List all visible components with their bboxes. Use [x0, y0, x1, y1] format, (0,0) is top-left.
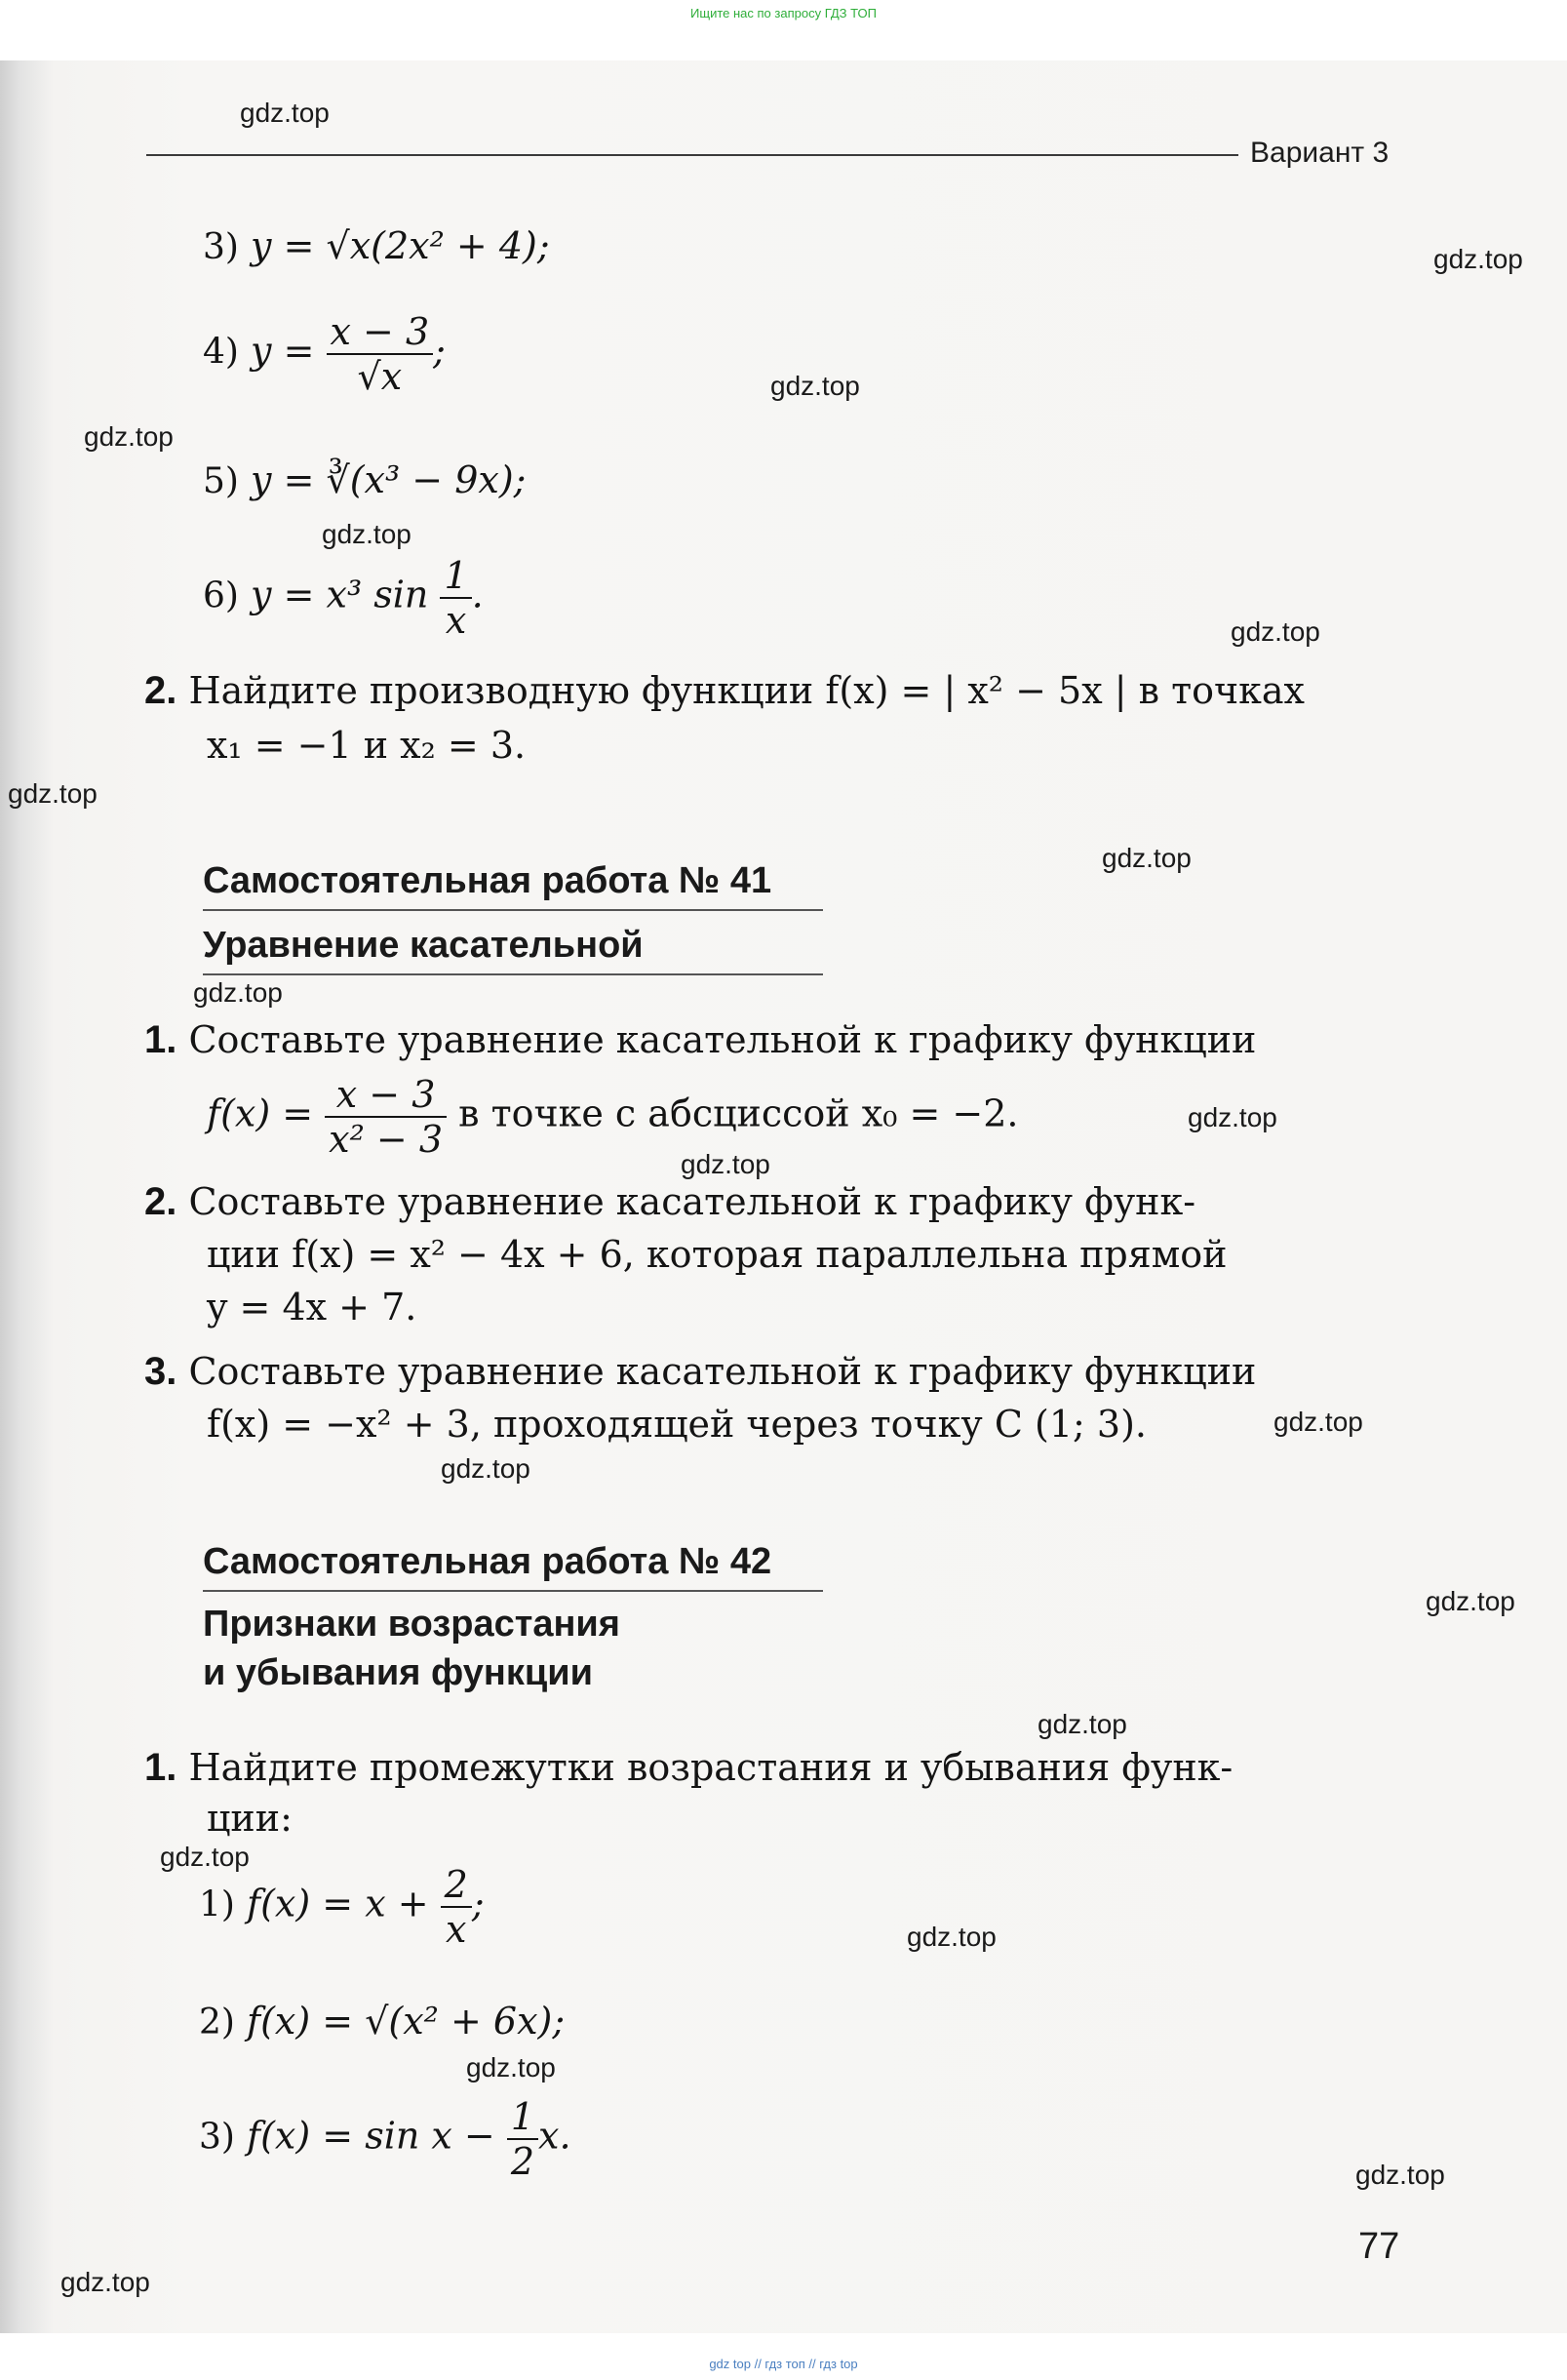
task-42-1-line-2: ции:: [207, 1797, 293, 1840]
formula-lhs: f(x) = x +: [247, 1882, 429, 1925]
watermark: gdz.top: [907, 1922, 997, 1952]
work-42-subtitle-2: и убывания функции: [203, 1652, 593, 1693]
task-text: в точке с абсциссой x₀ = −2.: [458, 1091, 1019, 1135]
item-number: 3): [203, 227, 239, 267]
heading-rule: [203, 909, 823, 911]
variant-label: Вариант 3: [1250, 137, 1390, 169]
item-5: [203, 458, 526, 501]
task-number: 2.: [144, 669, 177, 712]
item-number: 4): [203, 332, 239, 373]
watermark: gdz.top: [1038, 1709, 1127, 1739]
fraction: [327, 310, 434, 398]
numerator: 2: [441, 1863, 472, 1908]
task-number: 3.: [144, 1350, 177, 1393]
task-41-2-line-2: ции f(x) = x² − 4x + 6, которая параллельна прямой: [207, 1233, 1228, 1276]
work-41-title: Самостоятельная работа № 41: [203, 860, 772, 901]
item-number: 1): [199, 1884, 235, 1925]
numerator: 1: [507, 2095, 538, 2140]
fraction: [440, 554, 471, 642]
numerator: 1: [440, 554, 471, 599]
denominator: x: [446, 1908, 467, 1951]
task-text: Найдите промежутки возрастания и убывания функ-: [188, 1746, 1234, 1789]
task-41-2-line-3: y = 4x + 7.: [207, 1286, 417, 1329]
item-3: [203, 224, 550, 267]
task-number: 1.: [144, 1746, 177, 1789]
fraction: [325, 1073, 447, 1161]
formula-tail: ;: [471, 1882, 485, 1925]
watermark: gdz.top: [1188, 1102, 1277, 1132]
work-41-subtitle: Уравнение касательной: [203, 925, 644, 966]
item-number: 3): [199, 2117, 235, 2158]
watermark: gdz.top: [466, 2052, 556, 2082]
watermark: gdz.top: [770, 371, 860, 401]
task-text: Составьте уравнение касательной к графику функ-: [188, 1180, 1196, 1223]
task-41-3-line-1: [144, 1350, 1256, 1394]
watermark: gdz.top: [193, 977, 283, 1008]
watermark: gdz.top: [1426, 1586, 1515, 1616]
watermark: gdz.top: [160, 1842, 250, 1872]
task-2-line-2: x₁ = −1 и x₂ = 3.: [207, 724, 527, 767]
item-number: 5): [203, 461, 239, 501]
watermark: gdz.top: [1231, 616, 1320, 647]
item-number: 2): [199, 2003, 235, 2043]
watermark: gdz.top: [60, 2267, 150, 2297]
formula-tail: ;: [433, 329, 446, 373]
task-42-item-1: [199, 1863, 485, 1951]
bottom-banner: gdz top // гдз топ // гдз top: [709, 2357, 858, 2371]
header-rule: [146, 154, 1238, 156]
watermark: gdz.top: [1355, 2160, 1445, 2190]
denominator: x² − 3: [329, 1118, 444, 1161]
item-number: 6): [203, 575, 239, 616]
watermark: gdz.top: [441, 1453, 530, 1484]
formula-lhs: f(x) = sin x −: [247, 2114, 495, 2158]
formula-lhs: y = x³ sin: [251, 573, 429, 616]
task-2-line-1: [144, 669, 1305, 713]
item-6: [203, 554, 484, 642]
denominator: √x: [357, 355, 403, 398]
work-42-title: Самостоятельная работа № 42: [203, 1541, 772, 1582]
denominator: x: [445, 599, 467, 642]
task-41-2-line-1: [144, 1180, 1195, 1224]
denominator: 2: [510, 2140, 535, 2183]
watermark: gdz.top: [322, 519, 411, 549]
fraction: [441, 1863, 472, 1951]
task-text: Составьте уравнение касательной к графику функции: [188, 1350, 1257, 1393]
task-41-3-line-2: f(x) = −x² + 3, проходящей через точку C (1; 3).: [207, 1403, 1147, 1446]
task-number: 1.: [144, 1018, 177, 1061]
formula-lhs: f(x) =: [207, 1091, 314, 1135]
watermark: gdz.top: [1433, 244, 1523, 274]
page-number: 77: [1358, 2226, 1400, 2267]
watermark: gdz.top: [1273, 1407, 1363, 1437]
numerator: x − 3: [325, 1073, 447, 1118]
task-number: 2.: [144, 1180, 177, 1223]
watermark: gdz.top: [8, 778, 98, 809]
task-42-item-3: [199, 2095, 571, 2183]
top-banner: Ищите нас по запросу ГДЗ ТОП: [690, 6, 877, 20]
formula-tail: .: [471, 573, 484, 616]
formula: y = √x(2x² + 4);: [251, 224, 550, 267]
task-41-1-line-1: [144, 1018, 1256, 1062]
heading-rule: [203, 1590, 823, 1592]
task-41-1-line-2: [207, 1073, 1018, 1161]
task-42-1-line-1: [144, 1746, 1233, 1790]
formula-lhs: y =: [251, 329, 315, 373]
task-text: Составьте уравнение касательной к графику функции: [188, 1018, 1257, 1061]
watermark: gdz.top: [1102, 843, 1192, 873]
task-text: Найдите производную функции f(x) = | x² − 5x | в точках: [188, 669, 1305, 712]
watermark: gdz.top: [681, 1149, 770, 1179]
numerator: x − 3: [327, 310, 434, 355]
task-42-item-2: [199, 2000, 565, 2043]
heading-rule: [203, 973, 823, 975]
item-4: [203, 310, 446, 398]
formula: y = ∛(x³ − 9x);: [251, 458, 527, 501]
watermark: gdz.top: [84, 421, 174, 452]
work-42-subtitle-1: Признаки возрастания: [203, 1604, 620, 1645]
formula-tail: x.: [538, 2114, 571, 2158]
formula: f(x) = √(x² + 6x);: [247, 2000, 566, 2043]
watermark: gdz.top: [240, 98, 330, 128]
fraction: [507, 2095, 538, 2183]
